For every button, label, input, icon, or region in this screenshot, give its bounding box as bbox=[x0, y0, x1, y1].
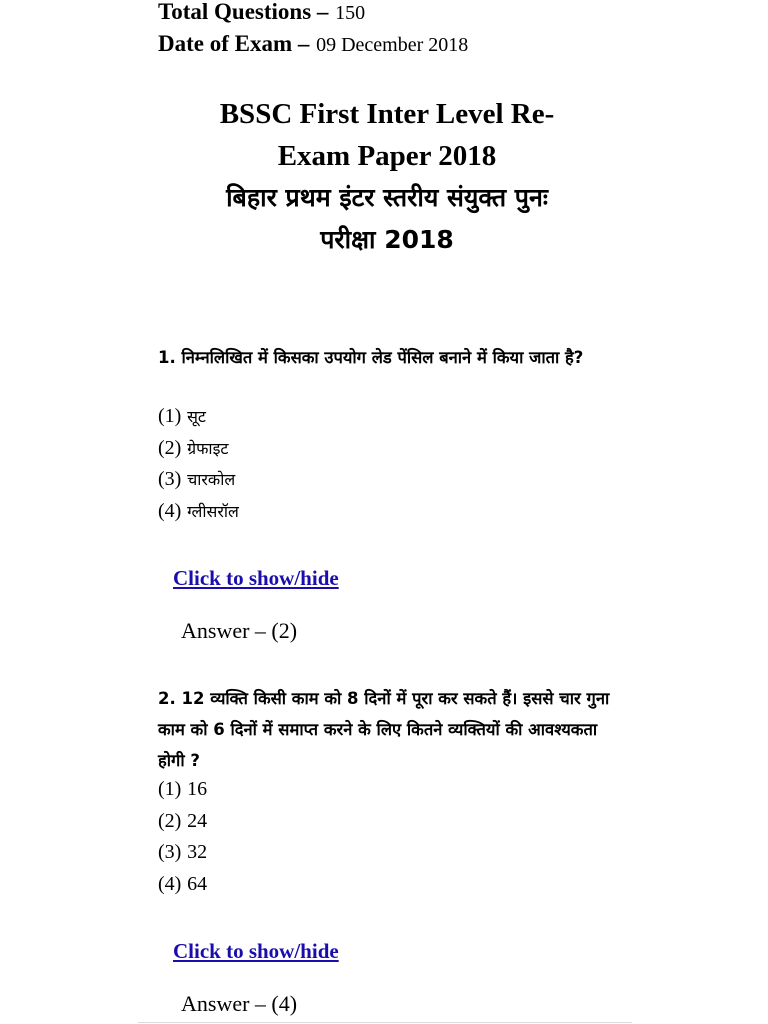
question-1-options bbox=[158, 401, 239, 527]
exam-date bbox=[158, 30, 468, 59]
divider bbox=[138, 1022, 632, 1023]
total-questions-value: 150 bbox=[335, 2, 366, 24]
total-questions bbox=[158, 0, 365, 27]
option: (4) ग्लीसरॉल bbox=[158, 499, 239, 522]
question-1-text: 1. निम्नलिखित में किसका उपयोग लेड पेंसिल बनाने में किया जाता है? bbox=[158, 348, 584, 367]
show-hide-answer-link[interactable]: Click to show/hide bbox=[173, 939, 339, 963]
exam-date-value: 09 December 2018 bbox=[316, 34, 469, 56]
option: (4) 64 bbox=[158, 872, 208, 895]
title-line: Exam Paper 2018 bbox=[277, 140, 497, 172]
answer-text: Answer – (4) bbox=[181, 991, 298, 1016]
question-2-text: 2. 12 व्यक्ति किसी काम को 8 दिनों में पूरा कर सकते हैं। इससे चार गुना काम को 6 दिनों में समाप्त करने के लिए कितने व्यक्तियों की आवश्यकता होगी ? bbox=[158, 689, 610, 770]
option: (1) सूट bbox=[158, 405, 206, 427]
option: (3) 32 bbox=[158, 841, 208, 863]
question-2-options bbox=[158, 774, 207, 900]
title-line-hindi: परीक्षा 2018 bbox=[320, 225, 454, 254]
show-hide-answer-link[interactable]: Click to show/hide bbox=[173, 566, 339, 590]
option: (2) ग्रेफाइट bbox=[158, 436, 229, 459]
exam-date-label: Date of Exam – bbox=[158, 31, 310, 56]
option: (1) 16 bbox=[158, 778, 208, 800]
option: (3) चारकोल bbox=[158, 468, 236, 490]
option: (2) 24 bbox=[158, 809, 208, 832]
answer-text: Answer – (2) bbox=[181, 618, 298, 643]
page-title bbox=[100, 93, 674, 261]
total-questions-label: Total Questions – bbox=[158, 0, 329, 24]
title-line-hindi: बिहार प्रथम इंटर स्तरीय संयुक्त पुनः bbox=[226, 183, 548, 212]
title-line: BSSC First Inter Level Re- bbox=[219, 98, 555, 130]
